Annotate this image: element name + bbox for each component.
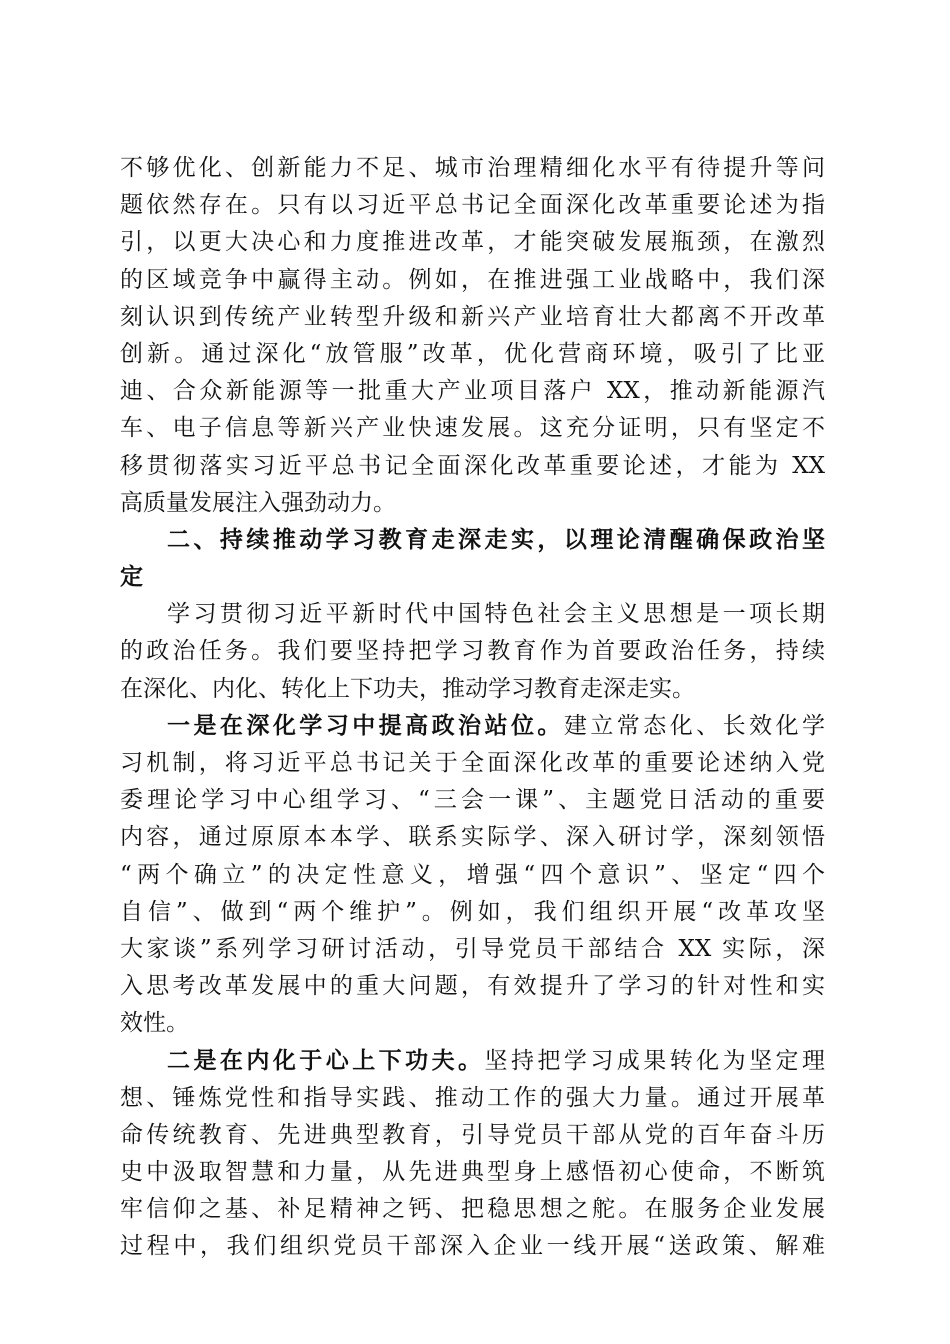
text-line: 刻认识到传统产业转型升级和新兴产业培育壮大都离不开改革 [120, 303, 825, 330]
text-line: 不够优化、创新能力不足、城市治理精细化水平有待提升等问 [120, 155, 825, 181]
text-fragment: 坚持把学习成果转化为坚定理 [484, 1047, 826, 1074]
heading-line: 定 [120, 564, 143, 591]
text-line: 大家谈”系列学习研讨活动，引导党员干部结合 XX 实际，深 [120, 935, 825, 962]
heading-line: 二、持续推动学习教育走深走实，以理论清醒确保政治坚 [167, 526, 825, 553]
text-line: 车、电子信息等新兴产业快速发展。这充分证明，只有坚定不 [120, 415, 825, 442]
text-line: 想、锤炼党性和指导实践、推动工作的强大力量。通过开展革 [120, 1084, 825, 1111]
text-line: 高质量发展注入强劲动力。 [120, 489, 396, 516]
text-line [120, 708, 825, 745]
text-line: 学习贯彻习近平新时代中国特色社会主义思想是一项长期 [167, 601, 825, 628]
text-line: 习机制，将习近平总书记关于全面深化改革的重要论述纳入党 [120, 750, 825, 776]
text-line: 委理论学习中心组学习、“三会一课”、主题党日活动的重要 [120, 787, 825, 814]
text-line: “两个确立”的决定性意义，增强“四个意识”、坚定“四个 [120, 861, 825, 888]
paragraph-internalize [120, 1043, 825, 1266]
section-heading [120, 522, 825, 596]
text-line: 自信”、做到“两个维护”。例如，我们组织开展“改革攻坚 [120, 898, 825, 925]
paragraph-lead: 一是在深化学习中提高政治站位。 [167, 712, 564, 739]
text-line: 的区域竞争中赢得主动。例如，在推进强工业战略中，我们深 [120, 266, 825, 293]
text-line: 入思考改革发展中的重大问题，有效提升了学习的针对性和实 [120, 973, 825, 1000]
text-line: 引，以更大决心和力度推进改革，才能突破发展瓶颈，在激烈 [120, 229, 825, 256]
text-line: 内容，通过原原本本学、联系实际学、深入研讨学，深刻领悟 [120, 824, 825, 851]
paragraph-reform-intro [120, 150, 825, 522]
text-line: 移贯彻落实习近平总书记全面深化改革重要论述，才能为 XX [120, 452, 825, 479]
paragraph-lead: 二是在内化于心上下功夫。 [167, 1047, 485, 1074]
text-line: 创新。通过深化“放管服”改革，优化营商环境，吸引了比亚 [120, 340, 825, 367]
text-line: 的政治任务。我们要坚持把学习教育作为首要政治任务，持续 [120, 638, 825, 665]
text-line: 效性。 [120, 1010, 189, 1037]
text-line: 过程中，我们组织党员干部深入企业一线开展“送政策、解难 [120, 1233, 825, 1260]
text-line [120, 1043, 825, 1080]
text-line: 牢信仰之基、补足精神之钙、把稳思想之舵。在服务企业发展 [120, 1196, 825, 1223]
text-fragment: 建立常态化、长效化学 [563, 712, 826, 739]
text-line: 在深化、内化、转化上下功夫，推动学习教育走深走实。 [120, 675, 695, 702]
document-page [120, 150, 825, 1266]
text-line: 迪、合众新能源等一批重大产业项目落户 XX，推动新能源汽 [120, 378, 825, 405]
text-line: 史中汲取智慧和力量，从先进典型身上感悟初心使命，不断筑 [120, 1159, 825, 1186]
paragraph-study-task [120, 596, 825, 708]
paragraph-political-standing [120, 708, 825, 1043]
text-line: 命传统教育、先进典型教育，引导党员干部从党的百年奋斗历 [120, 1121, 825, 1148]
text-line: 题依然存在。只有以习近平总书记全面深化改革重要论述为指 [120, 192, 825, 219]
